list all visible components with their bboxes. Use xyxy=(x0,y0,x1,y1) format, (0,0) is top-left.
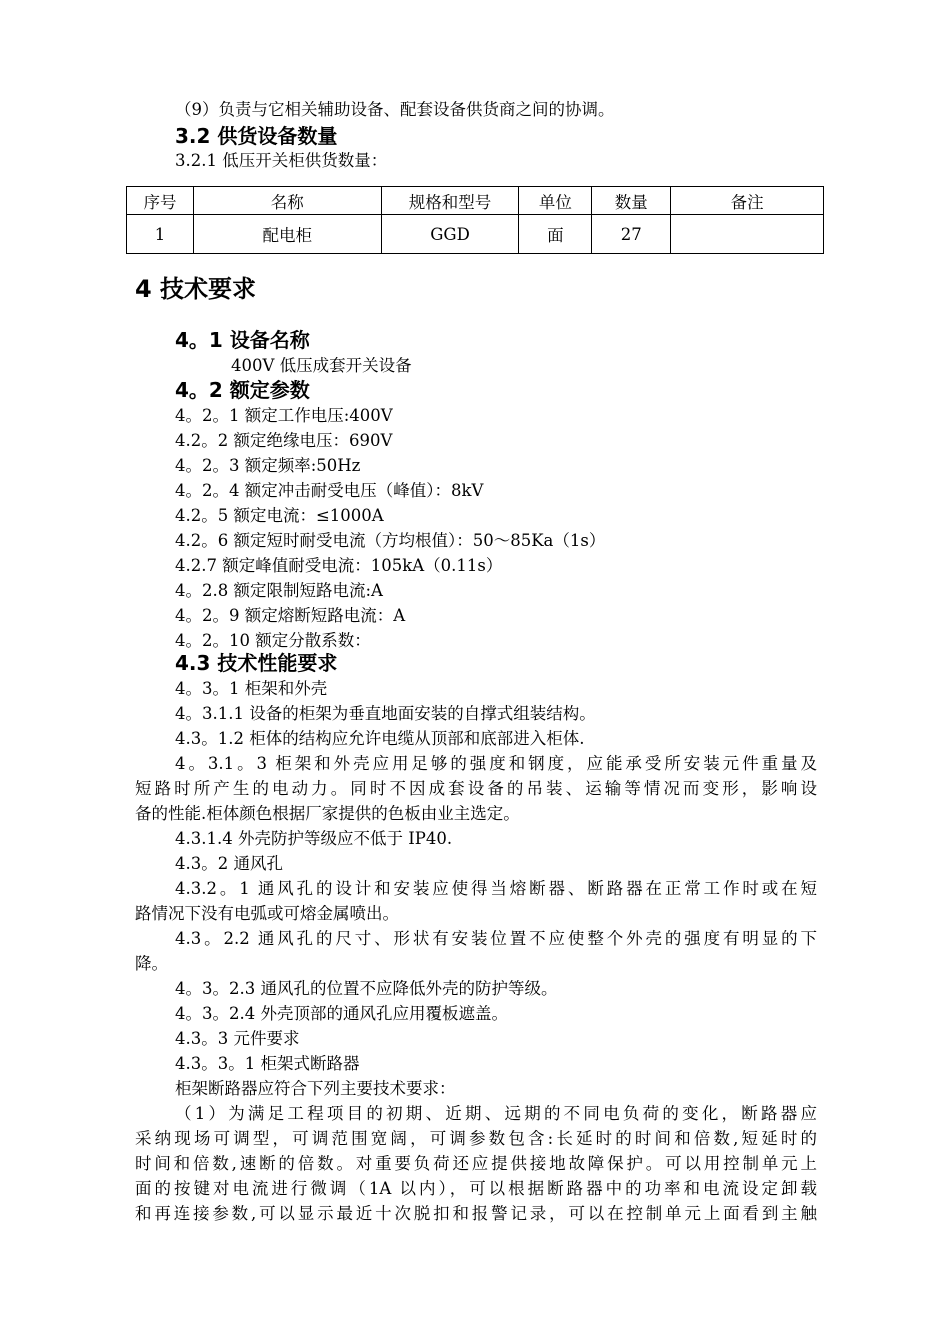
param-4-2-10: 4。2。10 额定分散系数： xyxy=(175,631,371,650)
item-4-3-1-2: 4.3。1.2 柜体的结构应允许电缆从顶部和底部进入柜体. xyxy=(175,729,585,748)
requirement-1-line-5: 和再连接参数,可以显示最近十次脱扣和报警记录，可以在控制单元上面看到主触 xyxy=(135,1204,817,1223)
item-4-3-1: 4。3。1 柜架和外壳 xyxy=(175,679,328,698)
subsection-3-2-1: 3.2.1 低压开关柜供货数量： xyxy=(175,151,388,170)
item-4-3-1-3: 4。3.1。3 柜架和外壳应用足够的强度和钢度，应能承受所安装元件重量及 xyxy=(175,754,817,773)
item-4-3-3-1: 4.3。3。1 柜架式断路器 xyxy=(175,1054,360,1073)
item-4-3-2-2: 4.3。2.2 通风孔的尺寸、形状有安装位置不应使整个外壳的强度有明显的下 xyxy=(175,929,817,948)
item-4-3-1-4: 4.3.1.4 外壳防护等级应不低于 IP40. xyxy=(175,829,453,848)
item-4-3-2-4: 4。3。2.4 外壳顶部的通风孔应用覆板遮盖。 xyxy=(175,1004,508,1023)
table-header-cell: 名称 xyxy=(193,187,381,215)
param-4-2-6: 4.2。6 额定短时耐受电流（方均根值）：50～85Ka（1s） xyxy=(175,531,606,550)
item-4-3-1-1: 4。3.1.1 设备的柜架为垂直地面安装的自撑式组装结构。 xyxy=(175,704,596,723)
param-4-2-8: 4。2.8 额定限制短路电流:A xyxy=(175,581,383,600)
section-heading-4-2: 4。2 额定参数 xyxy=(175,378,310,402)
requirement-1-line-4: 面的按键对电流进行微调（1A 以内），可以根据断路器中的功率和电流设定卸载 xyxy=(135,1179,817,1198)
item-4-3-1-3-cont: 短路时所产生的电动力。同时不因成套设备的吊装、运输等情况而变形，影响设 xyxy=(135,779,817,798)
section-heading-4-1: 4。1 设备名称 xyxy=(175,328,310,352)
table-header-row xyxy=(127,187,824,215)
requirement-1-line-3: 时间和倍数,速断的倍数。对重要负荷还应提供接地故障保护。可以用控制单元上 xyxy=(135,1154,817,1173)
table-header-cell: 备注 xyxy=(671,187,824,215)
table-header-cell: 数量 xyxy=(592,187,671,215)
table-cell: 配电柜 xyxy=(193,215,381,254)
chapter-heading-4: 4 技术要求 xyxy=(135,275,257,303)
equipment-name: 400V 低压成套开关设备 xyxy=(231,356,412,375)
table-header-cell: 规格和型号 xyxy=(381,187,519,215)
table-header-cell: 单位 xyxy=(519,187,592,215)
table-header-cell: 序号 xyxy=(127,187,194,215)
item-4-3-2: 4.3。2 通风孔 xyxy=(175,854,283,873)
table-cell: 27 xyxy=(592,215,671,254)
item-4-3-2-2-cont: 降。 xyxy=(135,954,168,973)
supply-quantity-table xyxy=(126,186,824,254)
section-heading-4-3: 4.3 技术性能要求 xyxy=(175,651,338,675)
table-cell xyxy=(671,215,824,254)
table-cell: 面 xyxy=(519,215,592,254)
param-4-2-7: 4.2.7 额定峰值耐受电流：105kA（0.11s） xyxy=(175,556,503,575)
item-4-3-1-3-end: 备的性能.柜体颜色根据厂家提供的色板由业主选定。 xyxy=(135,804,520,823)
param-4-2-2: 4.2。2 额定绝缘电压：690V xyxy=(175,431,393,450)
param-4-2-5: 4.2。5 额定电流：≤1000A xyxy=(175,506,384,525)
requirement-1: （1）为满足工程项目的初期、近期、远期的不同电负荷的变化，断路器应 xyxy=(175,1104,817,1123)
param-4-2-1: 4。2。1 额定工作电压:400V xyxy=(175,406,393,425)
table-cell: 1 xyxy=(127,215,194,254)
table-cell: GGD xyxy=(381,215,519,254)
param-4-2-3: 4。2。3 额定频率:50Hz xyxy=(175,456,361,475)
requirement-1-line-2: 采纳现场可调型，可调范围宽阔，可调参数包含:长延时的时间和倍数,短延时的 xyxy=(135,1129,817,1148)
table-row xyxy=(127,215,824,254)
param-4-2-9: 4。2。9 额定熔断短路电流：A xyxy=(175,606,406,625)
item-4-3-2-3: 4。3。2.3 通风孔的位置不应降低外壳的防护等级。 xyxy=(175,979,558,998)
list-item-9: （9）负责与它相关辅助设备、配套设备供货商之间的协调。 xyxy=(175,100,615,119)
item-4-3-3: 4.3。3 元件要求 xyxy=(175,1029,300,1048)
breaker-requirements-intro: 柜架断路器应符合下列主要技术要求： xyxy=(175,1079,456,1098)
item-4-3-2-1: 4.3.2。1 通风孔的设计和安装应使得当熔断器、断路器在正常工作时或在短 xyxy=(175,879,817,898)
item-4-3-2-1-cont: 路情况下没有电弧或可熔金属喷出。 xyxy=(135,904,399,923)
section-heading-3-2: 3.2 供货设备数量 xyxy=(175,124,338,148)
param-4-2-4: 4。2。4 额定冲击耐受电压（峰值）：8kV xyxy=(175,481,484,500)
